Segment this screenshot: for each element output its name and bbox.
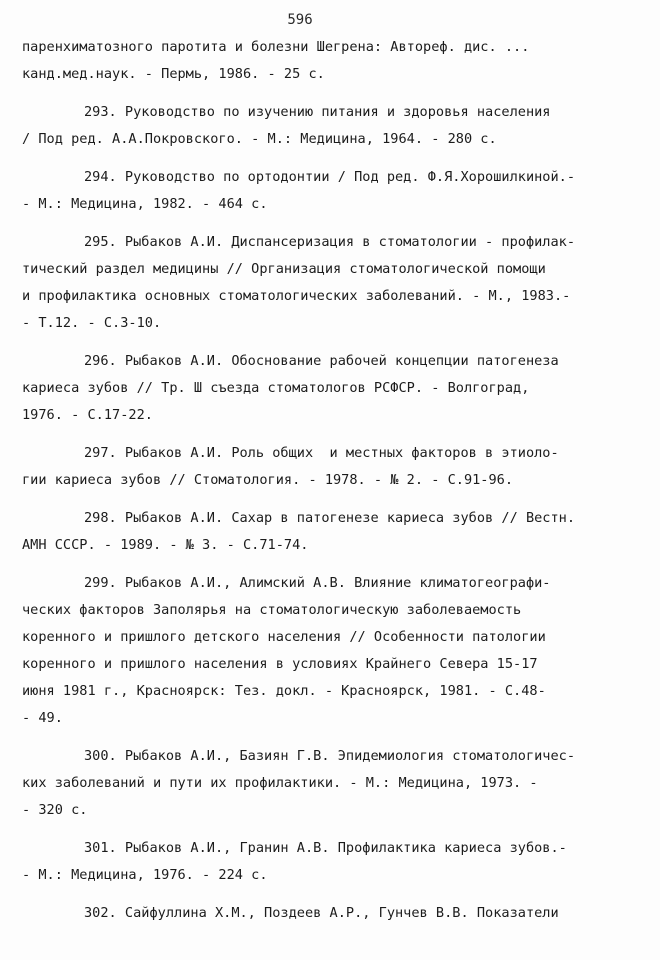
entry-line: тический раздел медицины // Организация стоматологической помощи xyxy=(22,261,546,277)
entry-line: - М.: Медицина, 1982. - 464 с. xyxy=(22,196,268,212)
entry-line: гии кариеса зубов // Стоматология. - 1978. - № 2. - С.91-96. xyxy=(22,472,514,488)
entry-line: - 49. xyxy=(22,710,63,726)
bibliography-entry-302 xyxy=(22,900,622,927)
entry-line: / Под ред. А.А.Покровского. - М.: Медицина, 1964. - 280 с. xyxy=(22,131,497,147)
entry-line: 295. Рыбаков А.И. Диспансеризация в стоматологии - профилак- xyxy=(84,234,576,250)
bibliography-entry-301 xyxy=(22,835,622,889)
bibliography-entry-293 xyxy=(22,99,622,153)
entry-line: паренхиматозного паротита и болезни Шегрена: Автореф. дис. ... xyxy=(22,39,530,55)
entry-line: - М.: Медицина, 1976. - 224 с. xyxy=(22,867,268,883)
entry-line: июня 1981 г., Красноярск: Тез. докл. - Красноярск, 1981. - С.48- xyxy=(22,683,546,699)
entry-line: ческих факторов Заполярья на стоматологическую заболеваемость xyxy=(22,602,522,618)
bibliography-entry-298 xyxy=(22,505,622,559)
entry-line: коренного и пришлого населения в условиях Крайнего Севера 15-17 xyxy=(22,656,538,672)
bibliography-entry-297 xyxy=(22,440,622,494)
bibliography-entry-continued xyxy=(22,34,622,88)
entry-line: АМН СССР. - 1989. - № 3. - С.71-74. xyxy=(22,537,309,553)
bibliography-entry-294 xyxy=(22,164,622,218)
entry-line: 294. Руководство по ортодонтии / Под ред. Ф.Я.Хорошилкиной.- xyxy=(84,169,576,185)
bibliography-entry-296 xyxy=(22,348,622,429)
entry-line: 297. Рыбаков А.И. Роль общих и местных факторов в этиоло- xyxy=(84,445,559,461)
entry-line: 301. Рыбаков А.И., Гранин А.В. Профилактика кариеса зубов.- xyxy=(84,840,567,856)
bibliography-entry-300 xyxy=(22,743,622,824)
bibliography-entry-295 xyxy=(22,229,622,337)
entry-line: 302. Сайфуллина Х.М., Поздеев А.Р., Гунчев В.В. Показатели xyxy=(84,905,559,921)
entry-line: 300. Рыбаков А.И., Базиян Г.В. Эпидемиология стоматологичес- xyxy=(84,748,576,764)
entry-line: коренного и пришлого детского населения // Особенности патологии xyxy=(22,629,546,645)
bibliography-list xyxy=(22,34,622,938)
entry-line: 299. Рыбаков А.И., Алимский А.В. Влияние климатогеографи- xyxy=(84,575,551,591)
entry-line: канд.мед.наук. - Пермь, 1986. - 25 с. xyxy=(22,66,325,82)
entry-line: 296. Рыбаков А.И. Обоснование рабочей концепции патогенеза xyxy=(84,353,559,369)
entry-line: 298. Рыбаков А.И. Сахар в патогенезе кариеса зубов // Вестн. xyxy=(84,510,576,526)
entry-line: ких заболеваний и пути их профилактики. - М.: Медицина, 1973. - xyxy=(22,775,538,791)
entry-line: - Т.12. - С.3-10. xyxy=(22,315,162,331)
entry-line: и профилактика основных стоматологических заболеваний. - М., 1983.- xyxy=(22,288,571,304)
entry-line: 1976. - С.17-22. xyxy=(22,407,153,423)
entry-line: - 320 с. xyxy=(22,802,88,818)
bibliography-entry-299 xyxy=(22,570,622,732)
entry-line: кариеса зубов // Тр. Ш съезда стоматологов РСФСР. - Волгоград, xyxy=(22,380,530,396)
page-number: 596 xyxy=(287,12,313,28)
entry-line: 293. Руководство по изучению питания и здоровья населения xyxy=(84,104,551,120)
